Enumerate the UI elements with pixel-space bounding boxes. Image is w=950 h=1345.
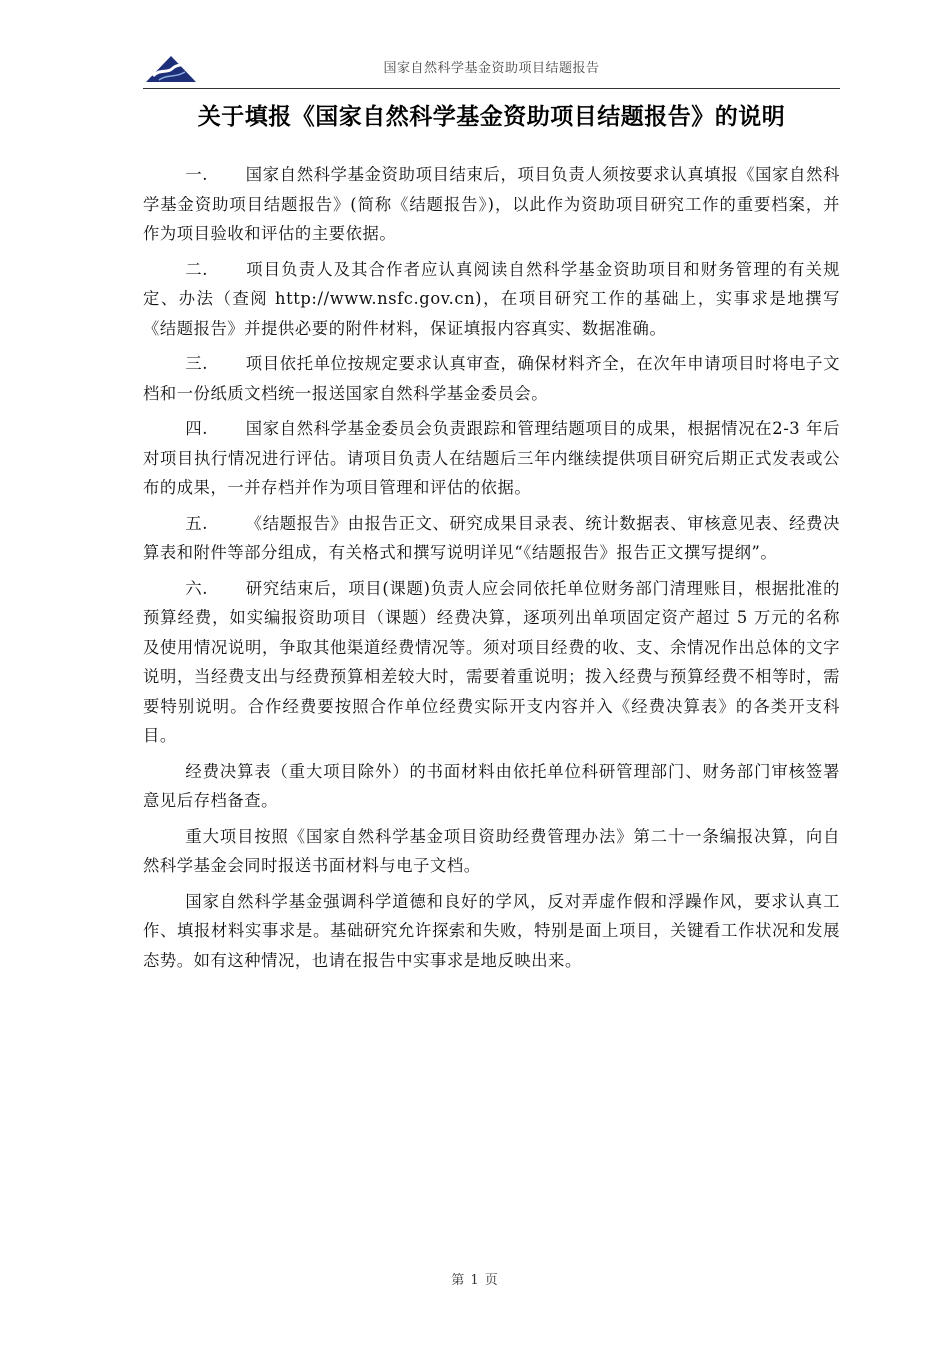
paragraph-3 [143, 349, 840, 408]
paragraph-7 [143, 757, 840, 816]
paragraph-number: 二. [185, 259, 209, 279]
paragraph-number: 六. [185, 578, 209, 598]
paragraph-4 [143, 414, 840, 503]
paragraph-1 [143, 160, 840, 249]
document-title: 关于填报《国家自然科学基金资助项目结题报告》的说明 [197, 104, 786, 130]
page-number: 第 1 页 [451, 1273, 499, 1288]
paragraph-5 [143, 509, 840, 568]
paragraph-text: 国家自然科学基金委员会负责跟踪和管理结题项目的成果，根据情况在2-3 年后对项目执行情况进行评估。请项目负责人在结题后三年内继续提供项目研究后期正式发表或公布的成果，一并存档并作为项目管理和评估的依据。 [143, 419, 840, 497]
page-header [143, 52, 840, 89]
paragraph-9 [143, 887, 840, 976]
paragraph-text: 项目依托单位按规定要求认真审查，确保材料齐全，在次年申请项目时将电子文档和一份纸质文档统一报送国家自然科学基金委员会。 [143, 354, 840, 403]
paragraph-2 [143, 255, 840, 344]
paragraph-text: 国家自然科学基金资助项目结束后，项目负责人须按要求认真填报《国家自然科学基金资助项目结题报告》(简称《结题报告》)，以此作为资助项目研究工作的重要档案，并作为项目验收和评估的主要依据。 [143, 165, 840, 243]
paragraph-text: 研究结束后，项目(课题)负责人应会同依托单位财务部门清理账目，根据批准的预算经费，如实编报资助项目（课题）经费决算，逐项列出单项固定资产超过 5 万元的名称及使用情况说明，争取其他渠道经费情况等。须对项目经费的收、支、余情况作出总体的文字说明，当经费支出与经费预算相差较大时，需要着重说明；拨入经费与预算经费不相等时，需要特别说明。合作经费要按照合作单位经费实际开支内容并入《经费决算表》的各类开支科目。 [143, 578, 840, 745]
paragraph-number: 四. [185, 419, 209, 438]
paragraph-number: 一. [185, 165, 209, 184]
paragraph-text: 经费决算表（重大项目除外）的书面材料由依托单位科研管理部门、财务部门审核签署意见后存档备查。 [143, 761, 840, 810]
paragraph-8 [143, 822, 840, 881]
header-title: 国家自然科学基金资助项目结题报告 [383, 61, 600, 76]
document-body [143, 160, 840, 981]
paragraph-text: 重大项目按照《国家自然科学基金项目资助经费管理办法》第二十一条编报决算，向自然科学基金会同时报送书面材料与电子文档。 [143, 826, 840, 875]
paragraph-text: 《结题报告》由报告正文、研究成果目录表、统计数据表、审核意见表、经费决算表和附件等部分组成，有关格式和撰写说明详见“《结题报告》报告正文撰写提纲”。 [143, 513, 840, 562]
paragraph-number: 五. [185, 513, 209, 533]
paragraph-text: 国家自然科学基金强调科学道德和良好的学风，反对弄虚作假和浮躁作风，要求认真工作、填报材料实事求是。基础研究允许探索和失败，特别是面上项目，关键看工作状况和发展态势。如有这种情况，也请在报告中实事求是地反映出来。 [143, 891, 840, 970]
paragraph-number: 三. [185, 354, 209, 373]
paragraph-6 [143, 574, 840, 751]
paragraph-text: 项目负责人及其合作者应认真阅读自然科学基金资助项目和财务管理的有关规定、办法（查阅 http://www.nsfc.gov.cn)，在项目研究工作的基础上，实事求是地撰写《结题报告》并提供必要的附件材料，保证填报内容真实、数据准确。 [143, 259, 840, 338]
